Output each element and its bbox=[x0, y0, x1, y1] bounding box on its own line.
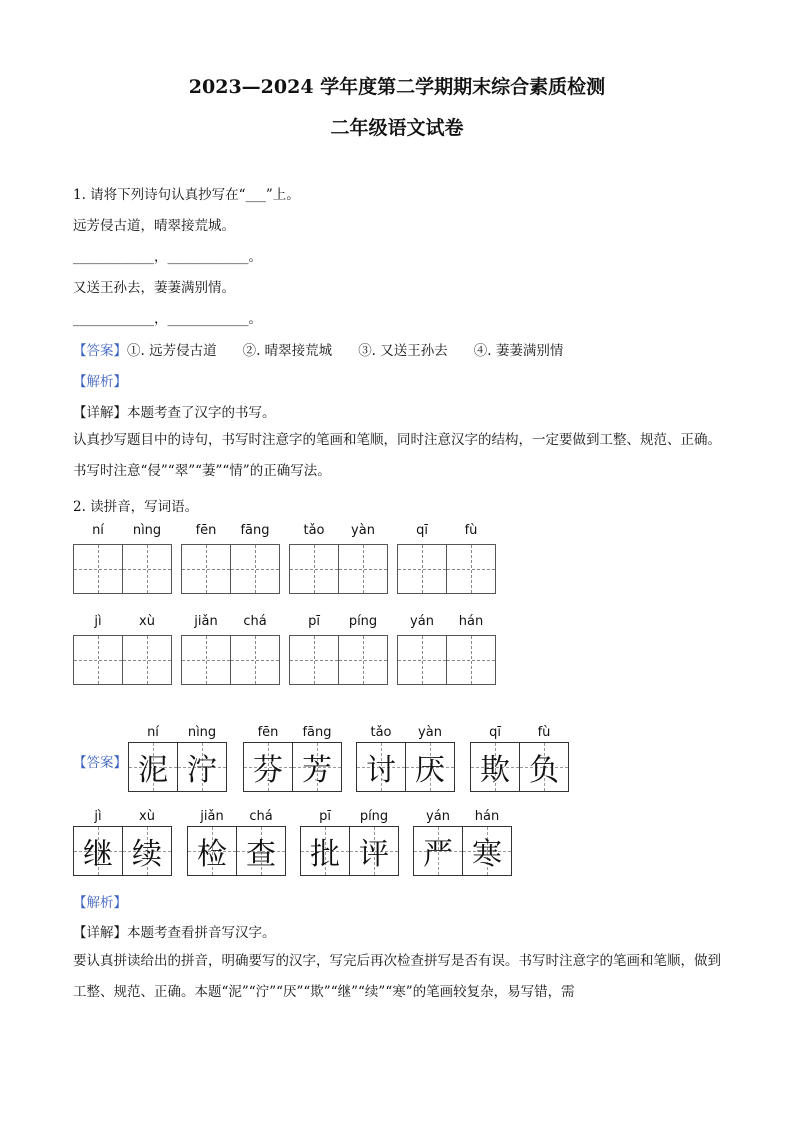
pinyin-label: xù bbox=[139, 809, 155, 824]
answer-char: 泞 bbox=[187, 753, 217, 788]
answer-char: 泥 bbox=[138, 753, 168, 788]
q2-explanation: 要认真拼读给出的拼音，明确要写的汉字，写完后再次检查拼写是否有误。书写时注意字的笔画和笔顺，做到工整、规范、正确。本题“泥”“泞”“厌”“欺”“继”“续”“寒”的笔画较复杂，易写错，需 bbox=[73, 953, 721, 1000]
exam-subtitle: 二年级语文试卷 bbox=[330, 117, 464, 139]
answer-char-box bbox=[413, 826, 463, 876]
pinyin-label: fēn bbox=[257, 725, 279, 740]
answer-char: 续 bbox=[132, 837, 162, 872]
answer-char-box bbox=[356, 742, 406, 792]
pinyin-label: chá bbox=[249, 809, 273, 824]
answer-char-box bbox=[292, 742, 342, 792]
writing-box[interactable] bbox=[230, 635, 280, 685]
answer-char-box bbox=[177, 742, 227, 792]
answer-char-box bbox=[73, 826, 123, 876]
writing-box[interactable] bbox=[338, 544, 388, 594]
writing-box[interactable] bbox=[446, 635, 496, 685]
answer-char: 讨 bbox=[366, 753, 396, 788]
answer-char: 寒 bbox=[472, 837, 502, 872]
answer-char-box bbox=[243, 742, 293, 792]
answer-char-box bbox=[519, 742, 569, 792]
answer-char: 芬 bbox=[253, 753, 283, 788]
writing-box[interactable] bbox=[289, 544, 339, 594]
pinyin-label: fù bbox=[464, 523, 478, 538]
answer-char: 检 bbox=[197, 837, 227, 872]
pinyin-label: jiǎn bbox=[194, 614, 218, 629]
pinyin-label: fù bbox=[537, 725, 551, 740]
pinyin-label: ní bbox=[92, 523, 104, 538]
answer-char-box bbox=[470, 742, 520, 792]
answer-char: 严 bbox=[423, 837, 453, 872]
q1-answer-label: 【答案】 bbox=[73, 343, 127, 359]
pinyin-label: hán bbox=[474, 809, 500, 824]
pinyin-label: tǎo bbox=[370, 725, 392, 740]
pinyin-label: nìng bbox=[132, 523, 162, 538]
q1-answer-4: ④. 萋萋满别情 bbox=[473, 343, 564, 359]
pinyin-label: qī bbox=[489, 725, 501, 740]
pinyin-label: tǎo bbox=[303, 523, 325, 538]
answer-char: 欺 bbox=[480, 753, 510, 788]
pinyin-label: yán bbox=[426, 809, 450, 824]
writing-box[interactable] bbox=[338, 635, 388, 685]
answer-char-box bbox=[187, 826, 237, 876]
answer-char-box bbox=[349, 826, 399, 876]
pinyin-label: yàn bbox=[418, 725, 442, 740]
pinyin-label: pī bbox=[308, 614, 320, 629]
answer-char: 继 bbox=[83, 837, 113, 872]
pinyin-label: jì bbox=[94, 614, 102, 629]
pinyin-label: pī bbox=[319, 809, 331, 824]
writing-box[interactable] bbox=[397, 635, 447, 685]
pinyin-label: qī bbox=[416, 523, 428, 538]
pinyin-label: nìng bbox=[187, 725, 217, 740]
pinyin-label: fāng bbox=[240, 523, 270, 538]
writing-box[interactable] bbox=[446, 544, 496, 594]
pinyin-label: ní bbox=[147, 725, 159, 740]
pinyin-label: yàn bbox=[351, 523, 375, 538]
answer-char: 厌 bbox=[415, 753, 445, 788]
pinyin-label: hán bbox=[458, 614, 484, 629]
pinyin-label: fēn bbox=[195, 523, 217, 538]
writing-box[interactable] bbox=[181, 635, 231, 685]
q2-analysis-label: 【解析】 bbox=[73, 895, 127, 911]
answer-char-box bbox=[405, 742, 455, 792]
writing-box[interactable] bbox=[73, 635, 123, 685]
writing-box[interactable] bbox=[73, 544, 123, 594]
writing-box[interactable] bbox=[122, 544, 172, 594]
pinyin-label: jiǎn bbox=[200, 809, 224, 824]
q1-explanation: 认真抄写题目中的诗句，书写时注意字的笔画和笔顺，同时注意汉字的结构，一定要做到工整、规范、正确。书写时注意“侵”“翠”“萋”“情”的正确写法。 bbox=[73, 432, 721, 479]
q1-detail: 【详解】本题考查了汉字的书写。 bbox=[73, 405, 276, 421]
pinyin-label: fāng bbox=[302, 725, 332, 740]
q1-blank-line-1: ____________，____________。 bbox=[73, 249, 262, 265]
q1-blank-line-2: ____________，____________。 bbox=[73, 311, 262, 327]
q1-prompt: 1. 请将下列诗句认真抄写在“___”上。 bbox=[73, 187, 300, 203]
pinyin-label: píng bbox=[359, 809, 389, 824]
pinyin-label: xù bbox=[139, 614, 155, 629]
q1-poem-line-2: 又送王孙去，萋萋满别情。 bbox=[73, 280, 235, 296]
pinyin-label: chá bbox=[243, 614, 267, 629]
answer-char: 查 bbox=[246, 837, 276, 872]
writing-box[interactable] bbox=[289, 635, 339, 685]
answer-char: 负 bbox=[529, 753, 559, 788]
pinyin-label: yán bbox=[410, 614, 434, 629]
writing-box[interactable] bbox=[230, 544, 280, 594]
q2-detail: 【详解】本题考查看拼音写汉字。 bbox=[73, 925, 276, 941]
q1-answer-3: ③. 又送王孙去 bbox=[358, 343, 448, 359]
answer-char: 批 bbox=[310, 837, 340, 872]
writing-box[interactable] bbox=[397, 544, 447, 594]
q1-poem-line-1: 远芳侵古道，晴翠接荒城。 bbox=[73, 218, 235, 234]
answer-char: 评 bbox=[359, 837, 389, 872]
answer-char-box bbox=[236, 826, 286, 876]
q2-prompt: 2. 读拼音，写词语。 bbox=[73, 499, 199, 515]
pinyin-label: jì bbox=[94, 809, 102, 824]
q2-answer-label: 【答案】 bbox=[73, 755, 127, 771]
answer-char: 芳 bbox=[302, 753, 332, 788]
exam-title: 2023—2024 学年度第二学期期末综合素质检测 bbox=[188, 76, 606, 98]
q1-answer-row bbox=[73, 339, 589, 359]
answer-char-box bbox=[462, 826, 512, 876]
q1-answer-2: ②. 晴翠接荒城 bbox=[242, 343, 333, 359]
writing-box[interactable] bbox=[122, 635, 172, 685]
answer-char-box bbox=[300, 826, 350, 876]
q1-answer-1: ①. 远芳侵古道 bbox=[127, 343, 217, 359]
q1-analysis-label: 【解析】 bbox=[73, 374, 127, 390]
writing-box[interactable] bbox=[181, 544, 231, 594]
pinyin-label: píng bbox=[348, 614, 378, 629]
answer-char-box bbox=[128, 742, 178, 792]
answer-char-box bbox=[122, 826, 172, 876]
